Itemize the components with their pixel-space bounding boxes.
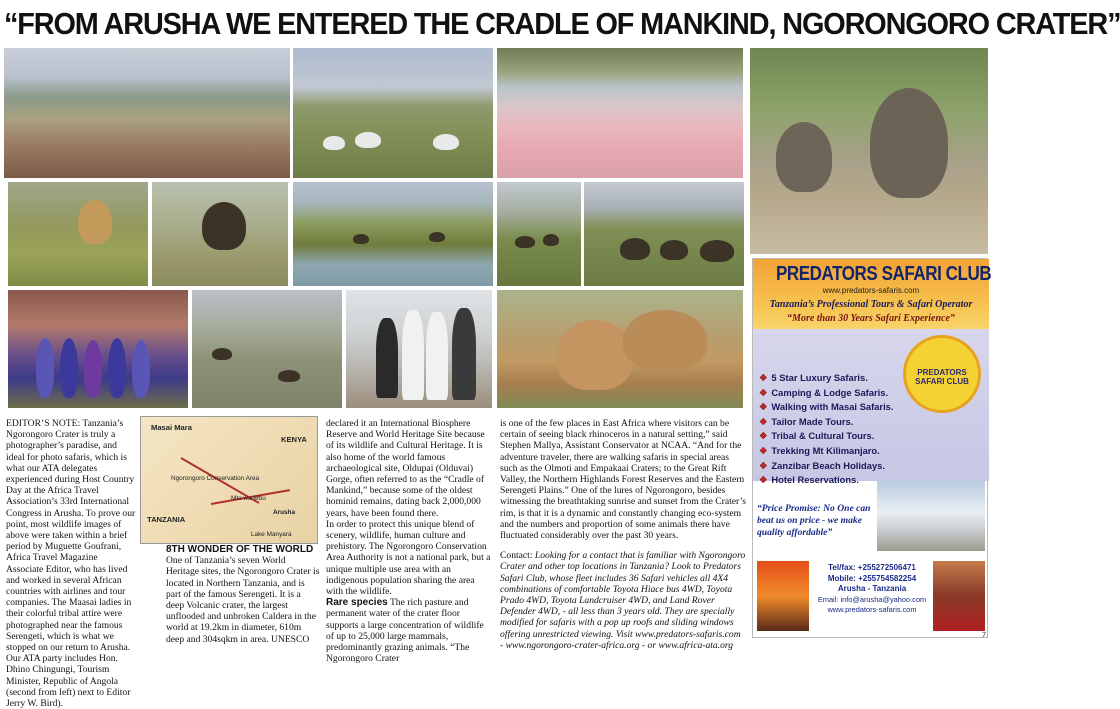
ad-service-item: ❖ 5 Star Luxury Safaris. [759, 372, 868, 383]
ad-service-item: ❖ Camping & Lodge Safaris. [759, 386, 889, 398]
cheetah-photo [8, 182, 148, 286]
bullet-icon: ❖ [759, 401, 768, 413]
article-column-1 [6, 418, 136, 709]
ata-party-photo [346, 290, 492, 408]
ad-service-item: ❖ Tailor Made Tours. [759, 415, 854, 427]
bullet-icon: ❖ [759, 415, 768, 427]
column-3-text-b: In order to protect this unique blend of scenery, wildlife, human culture and prehistory. The Ngorongoro Conservation Area Authority is not a national park, but a unique multiple use area with an indigenous population sharing the area with the wildlife. [326, 518, 491, 598]
bullet-icon: ❖ [759, 444, 768, 456]
predators-safari-club-ad [752, 258, 992, 638]
bullet-icon: ❖ [759, 459, 768, 471]
map-label-kenya: KENYA [281, 435, 307, 444]
column-3-text-c [326, 597, 494, 664]
section-heading-8th-wonder: 8TH WONDER OF THE WORLD [166, 544, 314, 555]
bullet-icon: ❖ [759, 372, 768, 383]
article-column-2 [166, 544, 320, 645]
ad-contact-block [813, 563, 931, 616]
ad-service-item: ❖ Zanzibar Beach Holidays. [759, 459, 885, 471]
ad-logo-text: PREDATORS SAFARI CLUB [915, 368, 969, 386]
ad-maasai-photo [933, 561, 985, 631]
crater-landscape-photo [4, 48, 290, 178]
ad-title: PREDATORS SAFARI CLUB [775, 263, 992, 285]
contact-paragraph [500, 550, 746, 651]
waterhole-photo [293, 182, 493, 286]
map-label-mto-wa-mbu: Mto wa Mbu [231, 495, 266, 502]
ad-mobile: Mobile: +255754582254 [827, 573, 917, 583]
ad-experience-tagline: “More than 30 Years Safari Experience” [787, 313, 955, 324]
wildebeest-photo [152, 182, 288, 286]
map-label-tanzania: TANZANIA [147, 515, 186, 524]
column-3-text-a: declared it an International Biosphere Reserve and World Heritage Site because of its wildlife and Cultural Heritage. It is also home of the world famous archaeological site, Oldupai (Olduvai) Gorge, often referred to as the “Cradle of Mankind,” because some of the oldest hominid remains, dating back 2,000,000 years, have been found there. [326, 418, 485, 519]
ad-service-item: ❖ Trekking Mt Kilimanjaro. [759, 444, 880, 456]
editors-note: EDITOR’S NOTE: Tanzania’s Ngorongoro Crater is truly a photographer’s paradise, and ideal for photo safaris, which is what our ATA delegates experienced during Host Country Day at the Africa Travel Association’s 33rd International Congress in Arusha. To prove our point, most wildlife images of above were taken within a brief period by Muguette Goufrani, Africa Travel Magazine Associate Editor, who has lived and worked in several African countries with airlines and tour companies. The Maasai ladies in their colorful tribal attire were photographed near the famous Serengeti, which is what we stopped on our return to Arusha. Our ATA party includes Hon. Dhino Chingungi, Tourism Minister, Republic of Angola (second from left) next to Editor Jerry W. Bird). [6, 418, 136, 709]
contact-label: Contact: [500, 550, 535, 562]
ad-city: Arusha - Tanzania [837, 584, 907, 593]
ad-safari-vehicle-photo [877, 481, 985, 551]
article-column-3 [326, 418, 494, 665]
ad-sunset-photo [757, 561, 809, 631]
bullet-icon: ❖ [759, 430, 768, 442]
map-label-arusha: Arusha [273, 509, 296, 516]
map-label-masai-mara: Masai Mara [151, 423, 192, 432]
headline: “FROM ARUSHA WE ENTERED THE CRADLE OF MANKIND, NGORONGORO CRATER” [4, 6, 1120, 41]
bullet-icon: ❖ [759, 474, 768, 486]
rare-species-text: The rich pasture and permanent water of the crater floor supports a large concentration of wildlife of up to 25,000 large mammals, predominantly grazing animals. “The Ngorongoro Crater [326, 597, 484, 665]
contact-text: Looking for a contact that is familiar with Ngorongoro Crater and other top locations in Tanzania? Look to Predators Safari Club, whose fleet includes 36 Safari vehicles all 4X4 combinations of comfortable Toyota Hiace bus 4WD, Toyota Prado 4WD, Toyota Landcruiser 4WD, and Land Rover Defender 4WD, - all less than 3 years old. They are specially modified for safaris with a pop up roofs and sliding windows offering unrestricted viewing. Visit www.predators-safaris.com - www.ngorongoro-crater-africa.org - or www.africa-ata.org [500, 550, 746, 651]
ad-price-promise: “Price Promise: No One can beat us on price - we make quality affordable” [757, 503, 871, 538]
tanzania-map [140, 416, 318, 544]
page-number: 7 [982, 632, 986, 639]
map-label-lake-manyara: Lake Manyara [251, 531, 292, 538]
hyena-photo [192, 290, 342, 408]
ad-website: www.predators-safaris.com [822, 286, 920, 295]
bullet-icon: ❖ [759, 386, 768, 398]
ad-logo-seal [903, 335, 981, 413]
ad-tagline: Tanzania’s Professional Tours & Safari Operator [769, 299, 973, 310]
article-column-4 [500, 418, 747, 651]
maasai-ladies-photo [8, 290, 188, 408]
column-2-text: One of Tanzania’s seven World Heritage sites, the Ngorongoro Crater is located in Northern Tanzania, and is part of the famous Serengeti. It is a deep Volcanic crater, the largest unflooded and unbroken Caldera in the world at 19.2km in diameter, 610m deep and 304sqkm in area. UNESCO [166, 555, 320, 645]
ad-web2: www.predators-safaris.com [827, 605, 917, 614]
ad-service-item: ❖ Tribal & Cultural Tours. [759, 430, 875, 442]
flamingos-photo [497, 48, 743, 178]
map-label-ngorongoro: Ngorongoro Conservation Area [171, 475, 260, 482]
ad-email: Email: info@arusha@yahoo.com [817, 594, 927, 604]
wildebeest-herd-photo [497, 182, 581, 286]
ad-services-list [759, 371, 909, 488]
ad-service-item: ❖ Hotel Reservations. [759, 474, 859, 486]
rare-species-heading: Rare species [326, 597, 388, 609]
ad-tel: Tel/fax: +255272506471 [828, 563, 916, 572]
zebras-photo [293, 48, 493, 178]
column-4-text: is one of the few places in East Africa where visitors can be certain of seeing black rhinoceros in a natural setting,” said Stephen Mallya, Assistant Conservator at NCAA. “And for the adventure traveler, there are walking safaris in special areas such as the Olmoti and Empakaai Craters; to the Great Rift Valley, the Northern Highlands Forest Reserves and the Eastern Serengeti Plains.” One of the lures of Ngorongoro, besides witnessing the breathtaking sunrise and sunset from the Crater’s rim, is that it is a dynamic and constantly changing eco-system and the numbers and proportion of some animals there have fluctuated considerably over the past 30 years. [500, 418, 747, 542]
rhinos-photo [750, 48, 988, 254]
buffalo-photo [584, 182, 744, 286]
lionesses-photo [497, 290, 743, 408]
ad-service-item: ❖ Walking with Masai Safaris. [759, 401, 894, 413]
